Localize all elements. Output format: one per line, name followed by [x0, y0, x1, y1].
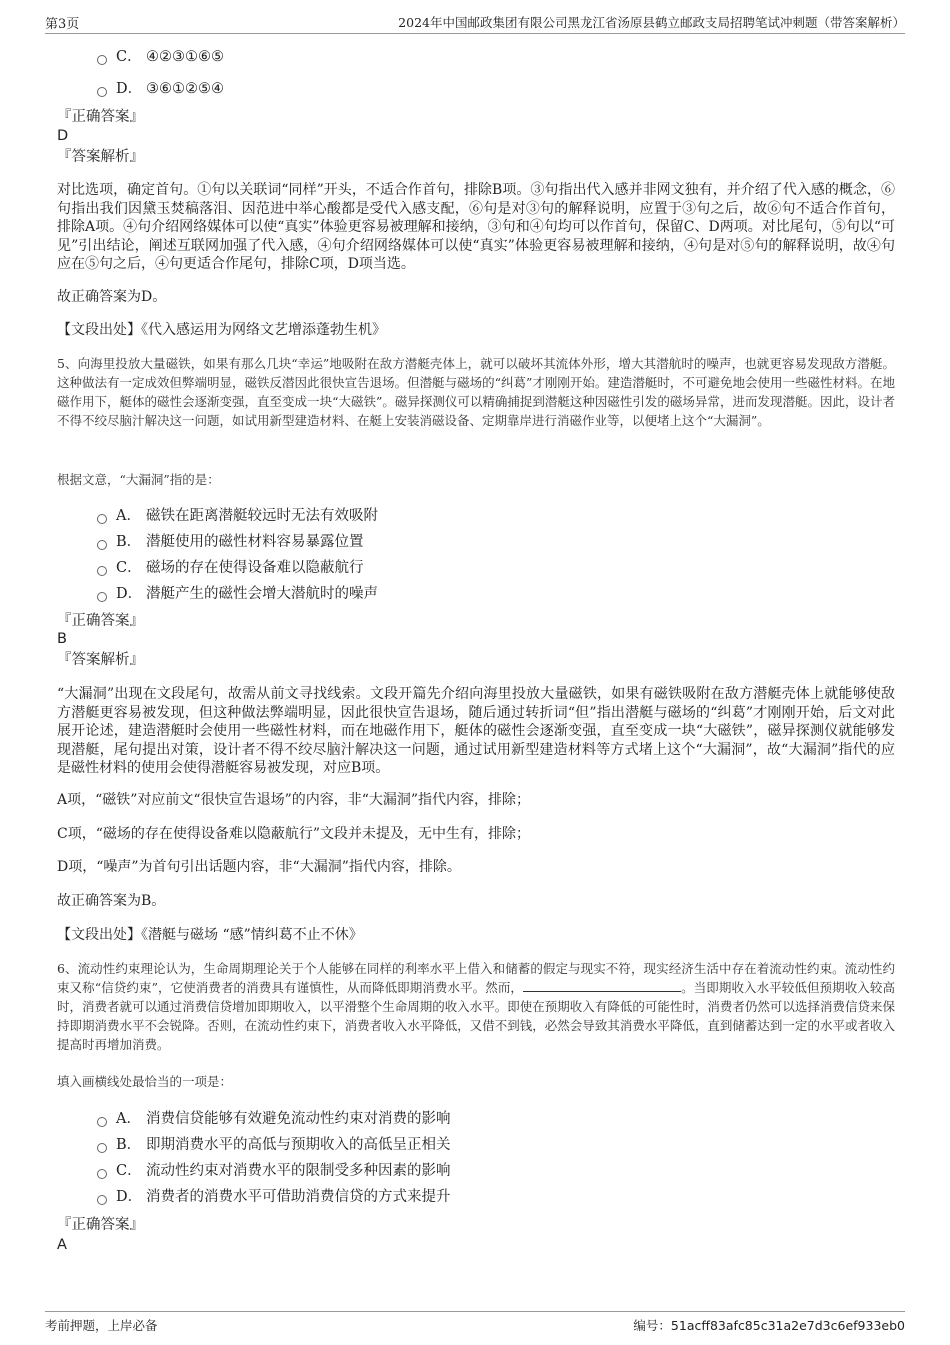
q5-answer: B — [57, 631, 67, 647]
radio-icon[interactable] — [97, 540, 107, 550]
q4-answer-label: 『正确答案』 — [57, 109, 144, 125]
q5-option-a[interactable]: A． 磁铁在距离潜艇较远时无法有效吸附 — [97, 506, 378, 526]
q5-analysis: “大漏洞”出现在文段尾句，故需从前文寻找线索。文段开篇先介绍向海里投放大量磁铁，如果有磁铁吸附在敌方潜艇壳体上就能够使敌方潜艇更容易被发现，但这种做法弊端明显，因此很快宣告退场，随后通过转折词“但”指出潜艇与磁场的“纠葛”才刚刚开始，后文对此展开论述，建造潜艇时会使用一些磁性材料，而在地磁作用下，艇体的磁性会逐渐变强，直至变成一块“大磁铁”，磁异探测仪就能够发现潜艇，尾句提出对策，设计者不得不绞尽脑汁解决这一问题，通过试用新型建造材料等方式堵上这个“大漏洞”，故“大漏洞”指代的应是磁性材料的使用会使得潜艇容易被发现，对应B项。 — [57, 686, 895, 776]
page-header — [45, 13, 905, 34]
radio-icon[interactable] — [97, 514, 107, 524]
q5-conclusion: 故正确答案为B。 — [57, 893, 166, 909]
radio-icon[interactable] — [97, 1143, 107, 1153]
q6-answer-label: 『正确答案』 — [57, 1217, 144, 1233]
q5-note-d: D项，“噪声”为首句引出话题内容，非“大漏洞”指代内容，排除。 — [57, 859, 461, 875]
q5-note-c: C项，“磁场的存在使得设备难以隐蔽航行”文段并未提及，无中生有，排除； — [57, 826, 531, 842]
q4-answer: D — [57, 128, 69, 144]
q6-passage: 6、流动性约束理论认为，生命周期理论关于个人能够在同样的利率水平上借入和储蓄的假定与现实不符，现实经济生活中存在着流动性约束。流动性约束又称“信贷约束”，它使消费者的消费具有谨慎性，从而降低即期消费水平。然而， 。当即期收入水平较低但预期收入较高时，消费者就可以通过消费信贷增加即期收入，以平滑整个生命周期的收入水平。即使在预期收入有降低的可能性时，消费者仍然可以选择消费信贷来保持即期消费水平不会锐降。否则，在流动性约束下，消费者收入水平降低，又借不到钱，必然会导致其消费水平降低，直到储蓄达到一定的水平或者收入提高时再增加消费。 — [57, 961, 895, 1052]
q5-answer-label: 『正确答案』 — [57, 613, 144, 629]
q5-option-c[interactable]: C． 磁场的存在使得设备难以隐蔽航行 — [97, 558, 364, 578]
q4-conclusion: 故正确答案为D。 — [57, 289, 167, 305]
q5-source: 【文段出处】《潜艇与磁场 “感”情纠葛不止不休》 — [57, 927, 363, 943]
answer-blank — [523, 979, 681, 992]
q4-option-c[interactable]: C． ④②③①⑥⑤ — [97, 47, 224, 67]
radio-icon[interactable] — [97, 1195, 107, 1205]
document-id: 编号：51acff83afc85c31a2e7d3c6ef933eb0 — [633, 1318, 905, 1333]
q4-analysis-label: 『答案解析』 — [57, 149, 144, 165]
q6-option-a[interactable]: A． 消费信贷能够有效避免流动性约束对消费的影响 — [97, 1109, 451, 1129]
q6-question: 填入画横线处最恰当的一项是： — [57, 1074, 233, 1089]
page-footer — [45, 1311, 905, 1334]
document-title: 2024年中国邮政集团有限公司黑龙江省汤原县鹤立邮政支局招聘笔试冲刺题（带答案解析） — [398, 15, 905, 30]
q4-option-d[interactable]: D． ③⑥①②⑤④ — [97, 79, 224, 99]
footer-slogan: 考前押题，上岸必备 — [45, 1318, 158, 1333]
q6-option-c[interactable]: C． 流动性约束对消费水平的限制受多种因素的影响 — [97, 1161, 451, 1181]
radio-icon[interactable] — [97, 1117, 107, 1127]
radio-icon[interactable] — [97, 87, 107, 97]
radio-icon[interactable] — [97, 1169, 107, 1179]
q6-option-b[interactable]: B． 即期消费水平的高低与预期收入的高低呈正相关 — [97, 1135, 451, 1155]
q6-option-d[interactable]: D． 消费者的消费水平可借助消费信贷的方式来提升 — [97, 1187, 451, 1207]
q5-analysis-label: 『答案解析』 — [57, 652, 144, 668]
q4-source: 【文段出处】《代入感运用为网络文艺增添蓬勃生机》 — [57, 322, 386, 338]
q5-note-a: A项，“磁铁”对应前文“很快宣告退场”的内容，非“大漏洞”指代内容，排除； — [57, 792, 531, 808]
q5-passage: 5、向海里投放大量磁铁，如果有那么几块“幸运”地吸附在敌方潜艇壳体上，就可以破坏其流体外形，增大其潜航时的噪声，也就更容易发现敌方潜艇。这种做法有一定成效但弊端明显，磁铁反潜因此很快宣告退场。但潜艇与磁场的“纠葛”才刚刚开始。建造潜艇时，不可避免地会使用一些磁性材料。在地磁作用下，艇体的磁性会逐渐变强，直至变成一块“大磁铁”。磁异探测仪可以精确捕捉到潜艇这种因磁性引发的磁场异常，进而发现潜艇。因此，设计者不得不绞尽脑汁解决这一问题，如试用新型建造材料、在艇上安装消磁设备、定期靠岸进行消磁作业等，以便堵上这个“大漏洞”。 — [57, 356, 895, 428]
q6-answer: A — [57, 1237, 67, 1253]
page-number: 第3页 — [45, 17, 80, 32]
q5-option-b[interactable]: B． 潜艇使用的磁性材料容易暴露位置 — [97, 532, 364, 552]
radio-icon[interactable] — [97, 55, 107, 65]
radio-icon[interactable] — [97, 566, 107, 576]
radio-icon[interactable] — [97, 592, 107, 602]
q5-question: 根据文意，“大漏洞”指的是： — [57, 472, 220, 487]
q5-option-d[interactable]: D． 潜艇产生的磁性会增大潜航时的噪声 — [97, 584, 378, 604]
q4-analysis: 对比选项，确定首句。①句以关联词“同样”开头，不适合作首句，排除B项。③句指出代入感并非网文独有，并介绍了代入感的概念，⑥句指出我们因黛玉焚稿落泪、因范进中举心酸都是受代入感支配，⑥句是对③句的解释说明，应置于③句之后，故⑥句不适合作首句，排除A项。④句介绍网络媒体可以使“真实”体验更容易被理解和接纳，③句和④句均可以作首句，保留C、D两项。对比尾句，⑤句以“可见”引出结论，阐述互联网加强了代入感，④句介绍网络媒体可以使“真实”体验更容易被理解和接纳，④句是对⑤句的解释说明，故④句应在⑤句之后，④句更适合作尾句，排除C项，D项当选。 — [57, 182, 895, 272]
